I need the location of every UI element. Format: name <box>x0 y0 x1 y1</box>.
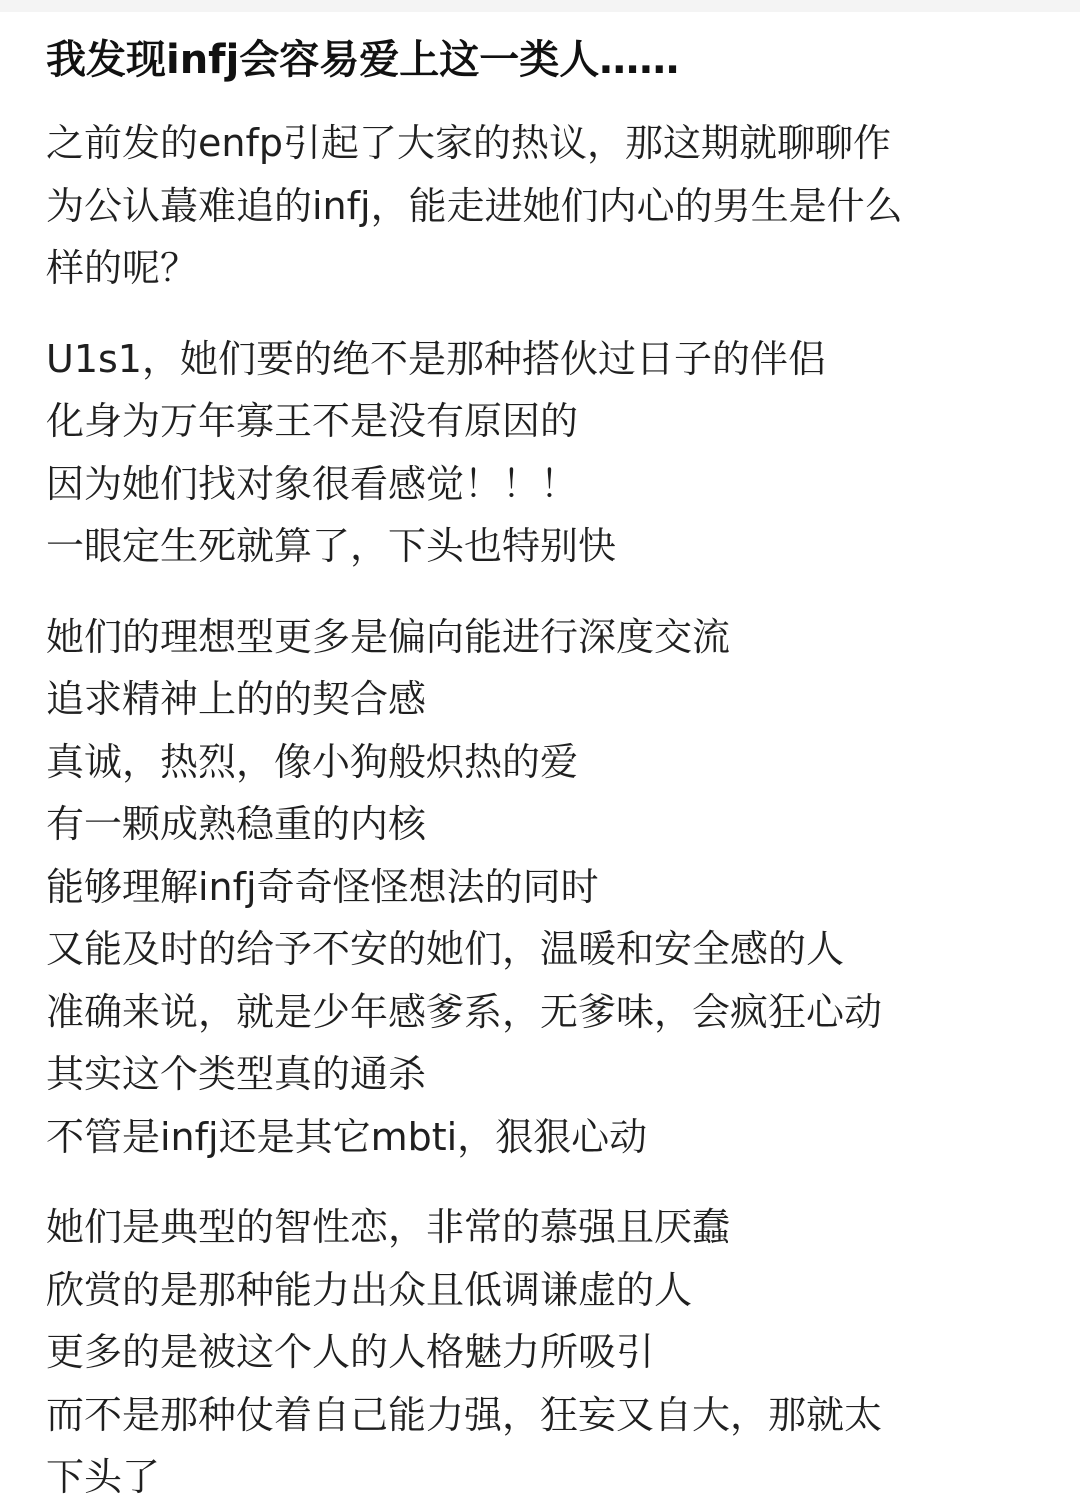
post-content <box>46 28 1046 1509</box>
text-line: 能够理解infj奇奇怪怪想法的同时 <box>46 864 599 909</box>
text-line: 准确来说，就是少年感爹系，无爹味，会疯狂心动 <box>46 989 883 1034</box>
paragraph <box>46 112 1046 300</box>
text-line: 又能及时的给予不安的她们，温暖和安全感的人 <box>46 927 845 971</box>
text-line: 追求精神上的的契合感 <box>46 677 427 721</box>
text-line: 有一颗成熟稳重的内核 <box>46 802 427 846</box>
text-line: 之前发的enfp引起了大家的热议，那这期就聊聊作 <box>46 121 891 165</box>
text-line: 更多的是被这个人的人格魅力所吸引 <box>46 1330 655 1374</box>
text-line: U1s1，她们要的绝不是那种搭伙过日子的伴侣 <box>46 336 826 381</box>
paragraph-gap <box>46 1168 1046 1196</box>
text-line: 而不是那种仗着自己能力强，狂妄又自大，那就太 <box>46 1392 883 1437</box>
paragraph <box>46 328 1046 578</box>
text-line: 下头了 <box>46 1455 161 1499</box>
paragraph-gap <box>46 578 1046 606</box>
text-line: 一眼定生死就算了，下头也特别快 <box>46 524 617 568</box>
paragraph-gap <box>46 300 1046 328</box>
text-line: 因为她们找对象很看感觉！！！ <box>46 461 579 506</box>
post-title: 我发现infj会容易爱上这一类人…… <box>46 37 680 83</box>
text-line: 欣赏的是那种能力出众且低调谦虚的人 <box>46 1267 693 1312</box>
paragraph <box>46 606 1046 1169</box>
text-line: 其实这个类型真的通杀 <box>46 1052 427 1096</box>
text-line: 样的呢？ <box>46 246 199 290</box>
text-line: 她们是典型的智性恋，非常的慕强且厌蠢 <box>46 1205 731 1249</box>
text-line: 化身为万年寡王不是没有原因的 <box>46 399 579 443</box>
top-strip <box>0 0 1080 12</box>
paragraph <box>46 1196 1046 1509</box>
text-line: 不管是infj还是其它mbti，狠狠心动 <box>46 1114 648 1159</box>
text-line: 真诚，热烈，像小狗般炽热的爱 <box>46 739 579 784</box>
text-line: 为公认蕞难追的infj，能走进她们内心的男生是什么 <box>46 183 903 228</box>
text-line: 她们的理想型更多是偏向能进行深度交流 <box>46 614 731 659</box>
